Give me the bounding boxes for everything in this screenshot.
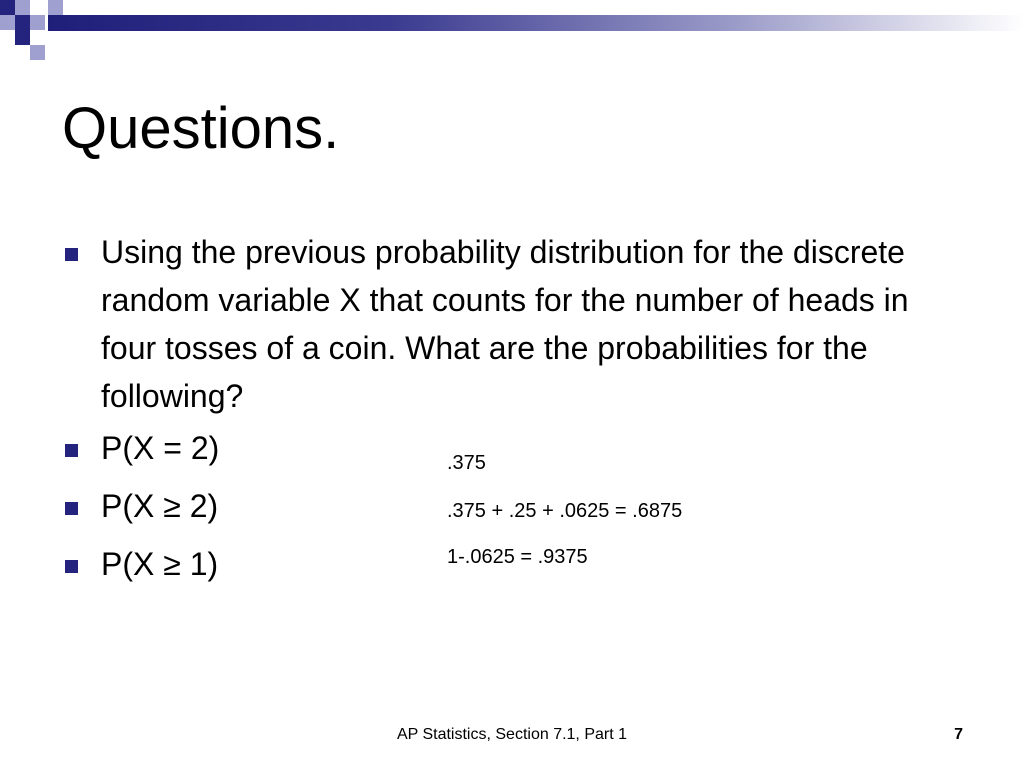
header-gradient-bar	[48, 15, 1024, 31]
bullet-list	[63, 228, 963, 598]
bullet-text: Using the previous probability distribution for the discrete random variable X that counts for the number of heads in four tosses of a coin. What are the probabilities for the following?	[101, 234, 909, 414]
bullet-item	[63, 228, 963, 420]
slide-title: Questions.	[62, 96, 340, 161]
decor-square	[30, 45, 45, 60]
decor-square	[15, 15, 30, 30]
decor-square	[30, 0, 45, 15]
decor-square	[0, 0, 15, 15]
decor-square	[15, 0, 30, 15]
bullet-text: P(X ≥ 1)	[101, 546, 219, 582]
answer-text: .375	[447, 452, 486, 474]
bullet-square-icon	[65, 502, 78, 515]
decor-square	[30, 15, 45, 30]
bullet-square-icon	[65, 444, 78, 457]
bullet-text: P(X ≥ 2)	[101, 488, 219, 524]
bullet-square-icon	[65, 248, 78, 261]
answer-text: 1-.0625 = .9375	[447, 546, 588, 568]
bullet-text: P(X = 2)	[101, 430, 220, 466]
page-number: 7	[954, 726, 963, 743]
decor-square	[48, 0, 63, 15]
decor-square	[15, 30, 30, 45]
answer-text: .375 + .25 + .0625 = .6875	[447, 500, 683, 522]
bullet-item	[63, 424, 963, 472]
slide-footer: AP Statistics, Section 7.1, Part 1	[396, 726, 628, 743]
decor-square	[0, 15, 15, 30]
bullet-square-icon	[65, 560, 78, 573]
